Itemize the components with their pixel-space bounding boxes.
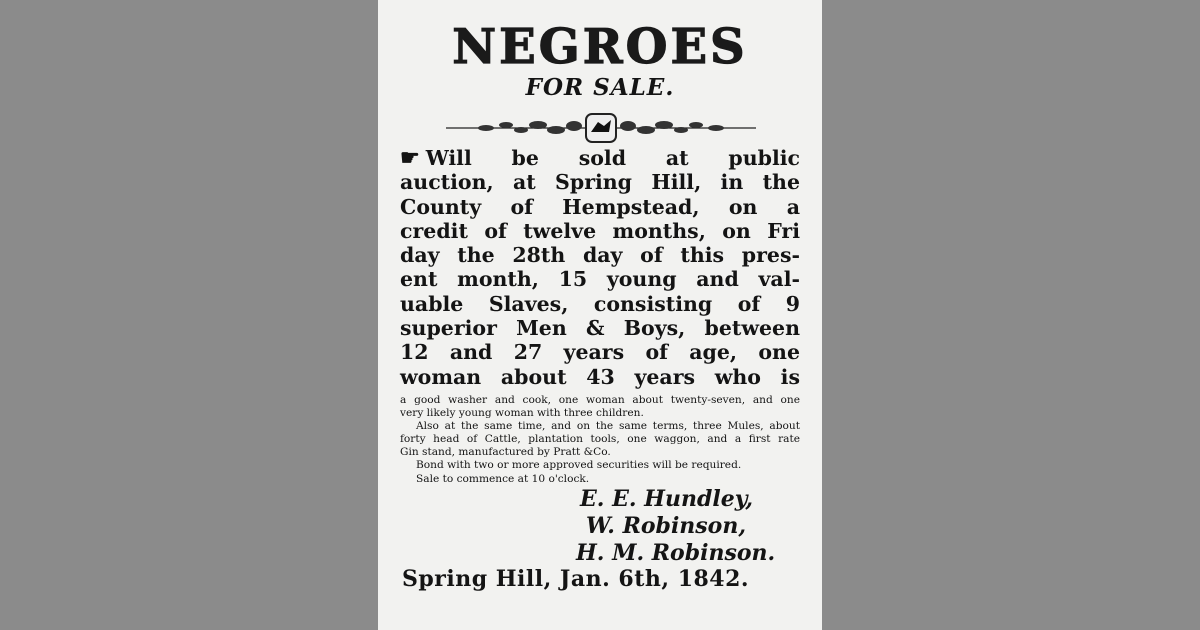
lead-line: 12 and 27 years of age, one: [400, 340, 800, 365]
lead-line: auction, at Spring Hill, in the: [400, 170, 800, 195]
pointing-hand-icon: ☛: [400, 145, 420, 171]
detail-line: Gin stand, manufactured by Pratt &Co.: [400, 446, 611, 459]
signature-name: E. E. Hundley,: [580, 486, 754, 512]
lead-line: woman about 43 years who is: [400, 364, 800, 389]
detail-line: forty head of Cattle, plantation tools, one waggon, and a first rate: [400, 433, 800, 446]
lead-line: ☛ Will be sold at public: [400, 145, 800, 171]
detail-line: a good washer and cook, one woman about twenty-seven, and one: [400, 394, 800, 406]
lead-line: County of Hempstead, on a: [400, 194, 800, 219]
detail-line: Bond with two or more approved securities will be required.: [416, 459, 742, 472]
lead-line: credit of twelve months, on Fri: [400, 218, 800, 243]
lead-line: uable Slaves, consisting of 9: [400, 291, 800, 316]
detail-line: Also at the same time, and on the same terms, three Mules, about: [416, 420, 800, 433]
lead-line: day the 28th day of this pres-: [400, 243, 800, 268]
signature-name: W. Robinson,: [586, 513, 747, 539]
lead-line: superior Men & Boys, between: [400, 316, 800, 341]
ornament-divider-icon: [446, 110, 756, 146]
poster-subtitle: FOR SALE.: [525, 74, 675, 101]
poster-title: NEGROES: [452, 19, 748, 75]
auction-announcement: [400, 146, 800, 389]
lead-line: ent month, 15 young and val-: [400, 267, 800, 292]
detail-line: Sale to commence at 10 o'clock.: [416, 472, 590, 485]
place-and-date: Spring Hill, Jan. 6th, 1842.: [402, 566, 750, 592]
sale-details: [400, 394, 800, 486]
poster-sheet: [378, 0, 822, 630]
detail-line: very likely young woman with three children.: [400, 407, 644, 420]
signature-name: H. M. Robinson.: [576, 540, 776, 566]
signatures: [378, 486, 822, 567]
